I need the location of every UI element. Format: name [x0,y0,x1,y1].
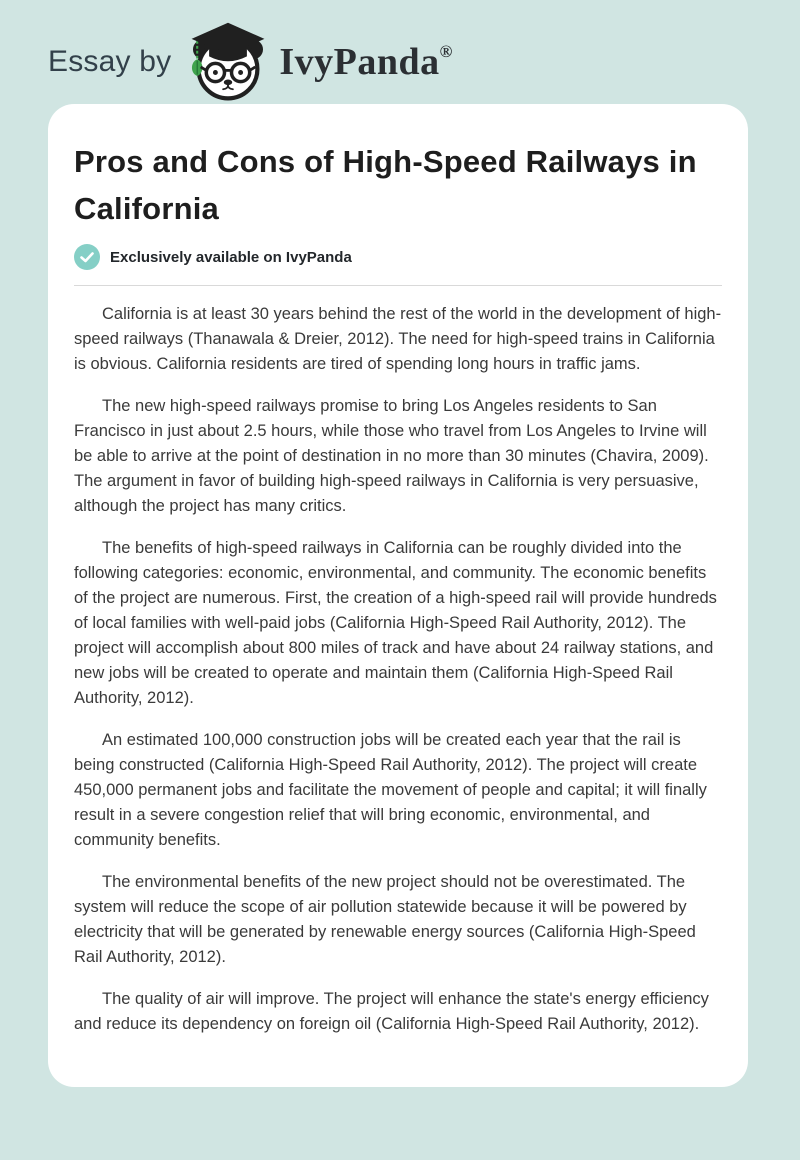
essay-paragraph-5: The environmental benefits of the new project should not be overestimated. The system will reduce the scope of air pollution statewide because it will be powered by electricity that will be generated by renewable energy sources (California High-Speed Rail Authority, 2012). [74,873,696,966]
registered-trademark-symbol: ® [439,42,453,61]
brand-name: IvyPanda [279,41,440,83]
essay-paragraph-2: The new high-speed railways promise to bring Los Angeles residents to San Francisco in just about 2.5 hours, while those who travel from Los Angeles to Irvine will be able to arrive at the point of destination in no more than 30 minutes (Chavira, 2009). The argument in favor of building high-speed railways in California is very persuasive, although the project has many critics. [74,397,709,515]
essay-by-label: Essay by [48,45,172,78]
check-icon [74,244,100,270]
essay-paragraph-4: An estimated 100,000 construction jobs will be created each year that the rail is being constructed (California High-Speed Rail Authority, 2012). The project will create 450,000 permanent jobs and facilitate the movement of people and capital; it will finally result in a severe congestion relief that will bring economic, environmental, and community benefits. [74,731,707,849]
essay-paragraph-1: California is at least 30 years behind the rest of the world in the development of high-speed railways (Thanawala & Dreier, 2012). The need for high-speed trains in California is obvious. California residents are tired of spending long hours in traffic jams. [74,305,722,373]
availability-row [74,244,722,270]
brand-wordmark [279,40,452,84]
essay-paragraph-3: The benefits of high-speed railways in California can be roughly divided into the following categories: economic, environmental, and community. The economic benefits of the project are numerous. First, the creation of a high-speed rail will provide hundreds of local families with well-paid jobs (California High-Speed Rail Authority, 2012). The project will accomplish about 800 miles of track and have about 24 railway stations, and new jobs will be created to operate and maintain them (California High-Speed Rail Authority, 2012). [74,539,717,707]
page-header [0,0,800,100]
divider [74,285,722,286]
essay-card [48,104,748,1087]
availability-label: Exclusively available on IvyPanda [110,248,352,266]
essay-paragraph-6: The quality of air will improve. The project will enhance the state's energy efficiency and reduce its dependency on foreign oil (California High-Speed Rail Authority, 2012). [74,990,709,1033]
essay-title: Pros and Cons of High-Speed Railways in California [74,144,697,226]
ivypanda-panda-graduate-icon [185,20,271,104]
